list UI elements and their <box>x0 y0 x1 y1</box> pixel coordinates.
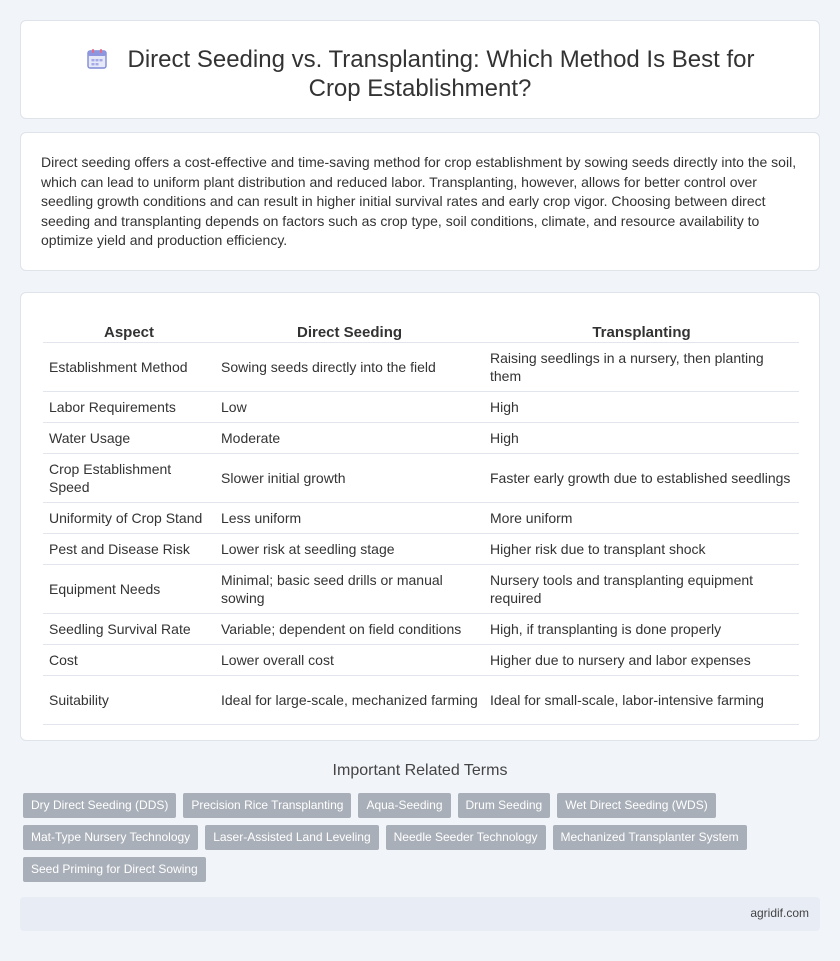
cell-direct-seeding: Slower initial growth <box>215 454 484 503</box>
table-row <box>43 534 799 565</box>
calendar-icon <box>86 48 108 70</box>
cell-direct-seeding: Low <box>215 392 484 423</box>
table-row <box>43 423 799 454</box>
header-transplanting: Transplanting <box>484 313 799 343</box>
cell-direct-seeding: Minimal; basic seed drills or manual sowing <box>215 565 484 614</box>
related-term-tag[interactable]: Aqua-Seeding <box>358 793 450 818</box>
intro-paragraph: Direct seeding offers a cost-effective and time-saving method for crop establishment by sowing seeds directly into the soil, which can lead to uniform plant distribution and reduced labor. Transplanting, however, allows for better control over seedling growth conditions and can result in higher initial survival rates and early crop vigor. Choosing between direct seeding and transplanting depends on factors such as crop type, soil conditions, climate, and resource availability to optimize yield and production efficiency. <box>41 154 797 248</box>
page-title-text: Direct Seeding vs. Transplanting: Which Method Is Best for Crop Establishment? <box>127 46 755 102</box>
comparison-table <box>43 313 799 725</box>
related-terms-list <box>23 793 783 889</box>
cell-aspect: Water Usage <box>43 423 215 454</box>
footer <box>20 897 820 931</box>
cell-transplanting: Raising seedlings in a nursery, then planting them <box>484 343 799 392</box>
table-row <box>43 645 799 676</box>
related-term-tag[interactable]: Dry Direct Seeding (DDS) <box>23 793 176 818</box>
footer-site-link[interactable]: agridif.com <box>750 906 809 920</box>
related-term-tag[interactable]: Drum Seeding <box>458 793 551 818</box>
comparison-table-card <box>20 292 820 741</box>
cell-direct-seeding: Less uniform <box>215 503 484 534</box>
related-term-tag[interactable]: Precision Rice Transplanting <box>183 793 351 818</box>
related-term-tag[interactable]: Wet Direct Seeding (WDS) <box>557 793 715 818</box>
table-row <box>43 454 799 503</box>
cell-aspect: Uniformity of Crop Stand <box>43 503 215 534</box>
cell-direct-seeding: Lower overall cost <box>215 645 484 676</box>
related-term-tag[interactable]: Laser-Assisted Land Leveling <box>205 825 378 850</box>
cell-transplanting: High, if transplanting is done properly <box>484 614 799 645</box>
table-row <box>43 565 799 614</box>
cell-direct-seeding: Ideal for large-scale, mechanized farming <box>215 676 484 725</box>
related-term-tag[interactable]: Seed Priming for Direct Sowing <box>23 857 206 882</box>
cell-transplanting: More uniform <box>484 503 799 534</box>
cell-direct-seeding: Sowing seeds directly into the field <box>215 343 484 392</box>
title-card <box>20 20 820 119</box>
table-row <box>43 343 799 392</box>
related-term-tag[interactable]: Mat-Type Nursery Technology <box>23 825 198 850</box>
cell-aspect: Pest and Disease Risk <box>43 534 215 565</box>
cell-direct-seeding: Moderate <box>215 423 484 454</box>
cell-aspect: Cost <box>43 645 215 676</box>
related-terms-heading: Important Related Terms <box>332 762 508 779</box>
cell-aspect: Equipment Needs <box>43 565 215 614</box>
cell-aspect: Establishment Method <box>43 343 215 392</box>
cell-aspect: Suitability <box>43 676 215 725</box>
cell-transplanting: Higher risk due to transplant shock <box>484 534 799 565</box>
cell-direct-seeding: Variable; dependent on field conditions <box>215 614 484 645</box>
cell-aspect: Labor Requirements <box>43 392 215 423</box>
table-row <box>43 503 799 534</box>
related-term-tag[interactable]: Mechanized Transplanter System <box>553 825 747 850</box>
header-aspect: Aspect <box>43 313 215 343</box>
cell-transplanting: High <box>484 423 799 454</box>
header-direct-seeding: Direct Seeding <box>215 313 484 343</box>
cell-transplanting: Nursery tools and transplanting equipment required <box>484 565 799 614</box>
cell-transplanting: Ideal for small-scale, labor-intensive farming <box>484 676 799 725</box>
table-header-row <box>43 313 799 343</box>
cell-transplanting: Higher due to nursery and labor expenses <box>484 645 799 676</box>
intro-card <box>20 132 820 271</box>
page-title <box>21 21 819 103</box>
cell-transplanting: Faster early growth due to established seedlings <box>484 454 799 503</box>
cell-transplanting: High <box>484 392 799 423</box>
related-term-tag[interactable]: Needle Seeder Technology <box>386 825 546 850</box>
table-row <box>43 392 799 423</box>
cell-direct-seeding: Lower risk at seedling stage <box>215 534 484 565</box>
table-row <box>43 614 799 645</box>
cell-aspect: Seedling Survival Rate <box>43 614 215 645</box>
cell-aspect: Crop Establishment Speed <box>43 454 215 503</box>
table-row <box>43 676 799 725</box>
